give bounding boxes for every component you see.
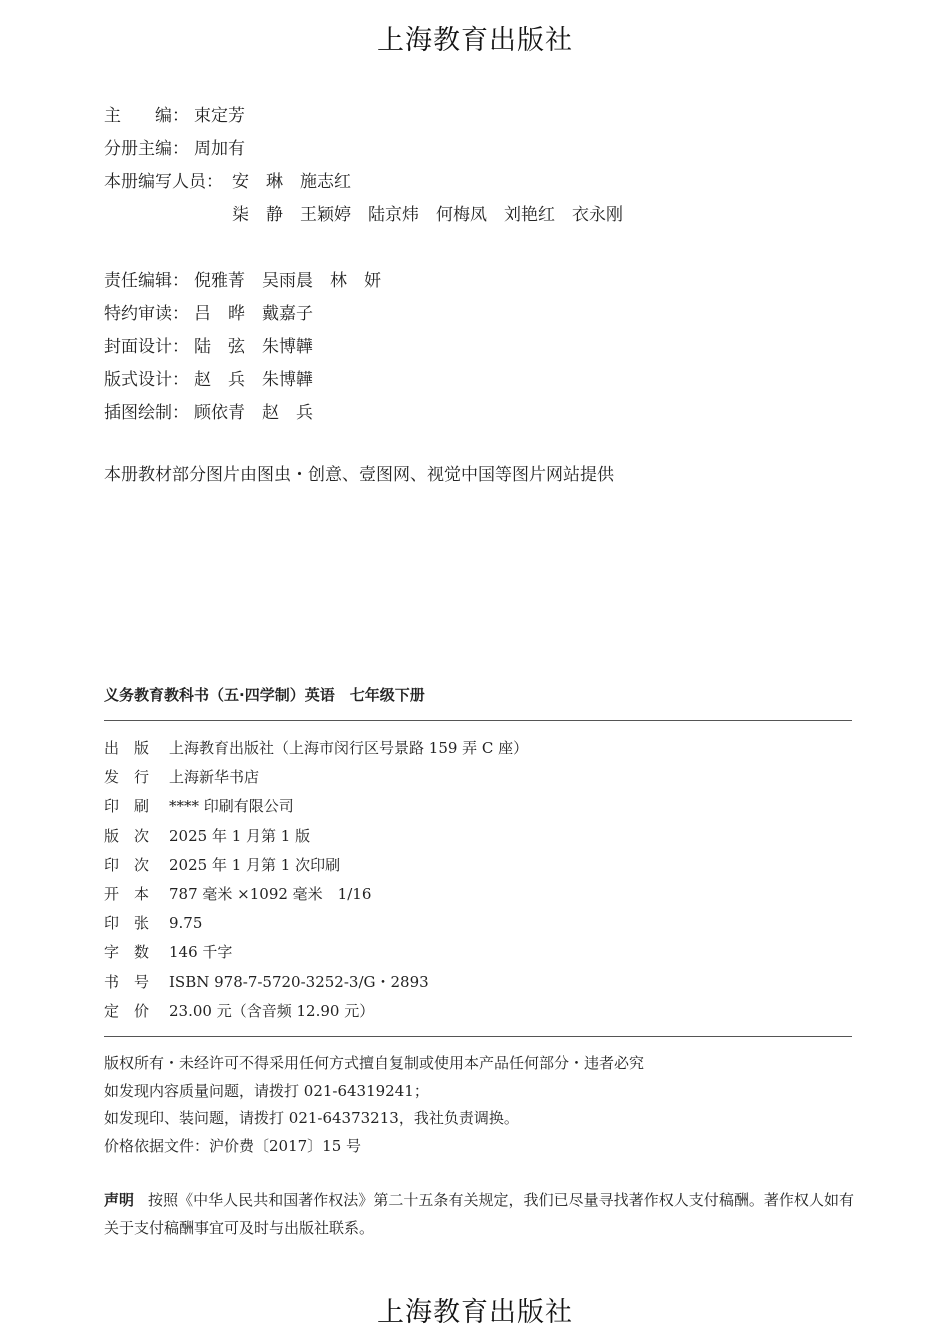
declaration-text: 按照《中华人民共和国著作权法》第二十五条有关规定，我们已尽量寻找著作权人支付稿酬。著作权人如有关于支付稿酬事宜可及时与出版社联系。 <box>104 1191 854 1237</box>
publisher-watermark-bottom: 上海教育出版社 <box>377 1297 573 1328</box>
pub-label: 出 版 <box>104 739 150 757</box>
staff-value: 赵 兵 朱博韡 <box>194 370 313 390</box>
pub-label: 版 次 <box>104 826 150 845</box>
pub-value: 上海新华书店 <box>169 768 260 787</box>
book-title: 义务教育教科书（五·四学制）英语 七年级下册 <box>104 686 425 704</box>
staff-row <box>104 298 623 331</box>
staff-row <box>104 397 623 430</box>
pub-label: 印 刷 <box>104 797 150 816</box>
staff-label: 责任编辑： <box>104 271 189 291</box>
pub-row <box>104 909 528 938</box>
pub-label: 字 数 <box>104 943 150 962</box>
staff-value: 吕 晔 戴嘉子 <box>194 304 313 324</box>
pub-value: 上海教育出版社（上海市闵行区号景路 159 弄 C 座） <box>169 739 529 757</box>
pub-value: 2025 年 1 月第 1 次印刷 <box>169 855 341 874</box>
pub-label: 书 号 <box>104 972 150 991</box>
staff-value: 陆 弦 朱博韡 <box>194 337 313 357</box>
credit-row-volume-editor <box>104 133 623 166</box>
staff-label: 插图绘制： <box>104 403 189 423</box>
pub-row <box>104 792 528 821</box>
copyright-line: 价格依据文件：沪价费〔2017〕15 号 <box>104 1136 362 1155</box>
pub-row <box>104 734 528 763</box>
credit-label: 分册主编： <box>104 139 189 159</box>
credits-block <box>104 100 623 430</box>
staff-row <box>104 364 623 397</box>
staff-label: 封面设计： <box>104 337 189 357</box>
pub-label: 定 价 <box>104 1001 150 1020</box>
staff-value: 倪雅菁 吴雨晨 林 妍 <box>194 271 381 291</box>
declaration <box>104 1186 854 1242</box>
pub-value: 23.00 元（含音频 12.90 元） <box>169 1001 375 1020</box>
copyright-line: 如发现印、装问题，请拨打 021-64373213，我社负责调换。 <box>104 1109 519 1127</box>
pub-label: 印 张 <box>104 914 150 933</box>
declaration-label: 声明 <box>104 1191 135 1209</box>
staff-row <box>104 265 623 298</box>
staff-label: 特约审读： <box>104 304 189 324</box>
credit-value: 束定芳 <box>194 106 245 126</box>
publication-info <box>104 734 528 1026</box>
pub-row <box>104 938 528 967</box>
image-credit-note: 本册教材部分图片由图虫・创意、壹图网、视觉中国等图片网站提供 <box>104 465 614 485</box>
divider <box>104 720 852 721</box>
pub-value: 146 千字 <box>169 943 233 962</box>
pub-value: **** 印刷有限公司 <box>169 797 294 816</box>
pub-row <box>104 851 528 880</box>
pub-label: 发 行 <box>104 768 150 787</box>
pub-label: 开 本 <box>104 885 150 904</box>
pub-label: 印 次 <box>104 855 150 874</box>
credit-row-writers <box>104 166 623 199</box>
divider <box>104 1036 852 1037</box>
pub-value: 9.75 <box>169 914 203 933</box>
pub-value: ISBN 978-7-5720-3252-3/G・2893 <box>169 972 429 991</box>
copyright-line: 版权所有・未经许可不得采用任何方式擅自复制或使用本产品任何部分・违者必究 <box>104 1054 645 1072</box>
writers-line-1: 安 琳 施志红 <box>232 172 351 192</box>
writers-label: 本册编写人员： <box>104 172 223 192</box>
staff-label: 版式设计： <box>104 370 189 390</box>
staff-value: 顾依青 赵 兵 <box>194 403 313 423</box>
copyright-line: 如发现内容质量问题，请拨打 021-64319241； <box>104 1081 429 1100</box>
credit-label: 主 编： <box>104 106 189 126</box>
pub-row <box>104 968 528 997</box>
writers-line-2: 柒 静 王颖婷 陆京炜 何梅凤 刘艳红 衣永刚 <box>232 205 623 225</box>
staff-row <box>104 331 623 364</box>
pub-row <box>104 880 528 909</box>
pub-row <box>104 822 528 851</box>
pub-row <box>104 997 528 1026</box>
credit-row-writers-cont <box>104 199 623 232</box>
copyright-block <box>104 1050 644 1160</box>
pub-value: 2025 年 1 月第 1 版 <box>169 826 311 845</box>
credit-row-chief-editor <box>104 100 623 133</box>
pub-row <box>104 763 528 792</box>
credit-value: 周加有 <box>194 139 245 159</box>
pub-value: 787 毫米 ×1092 毫米 1/16 <box>169 885 372 904</box>
publisher-watermark-top: 上海教育出版社 <box>377 25 573 56</box>
